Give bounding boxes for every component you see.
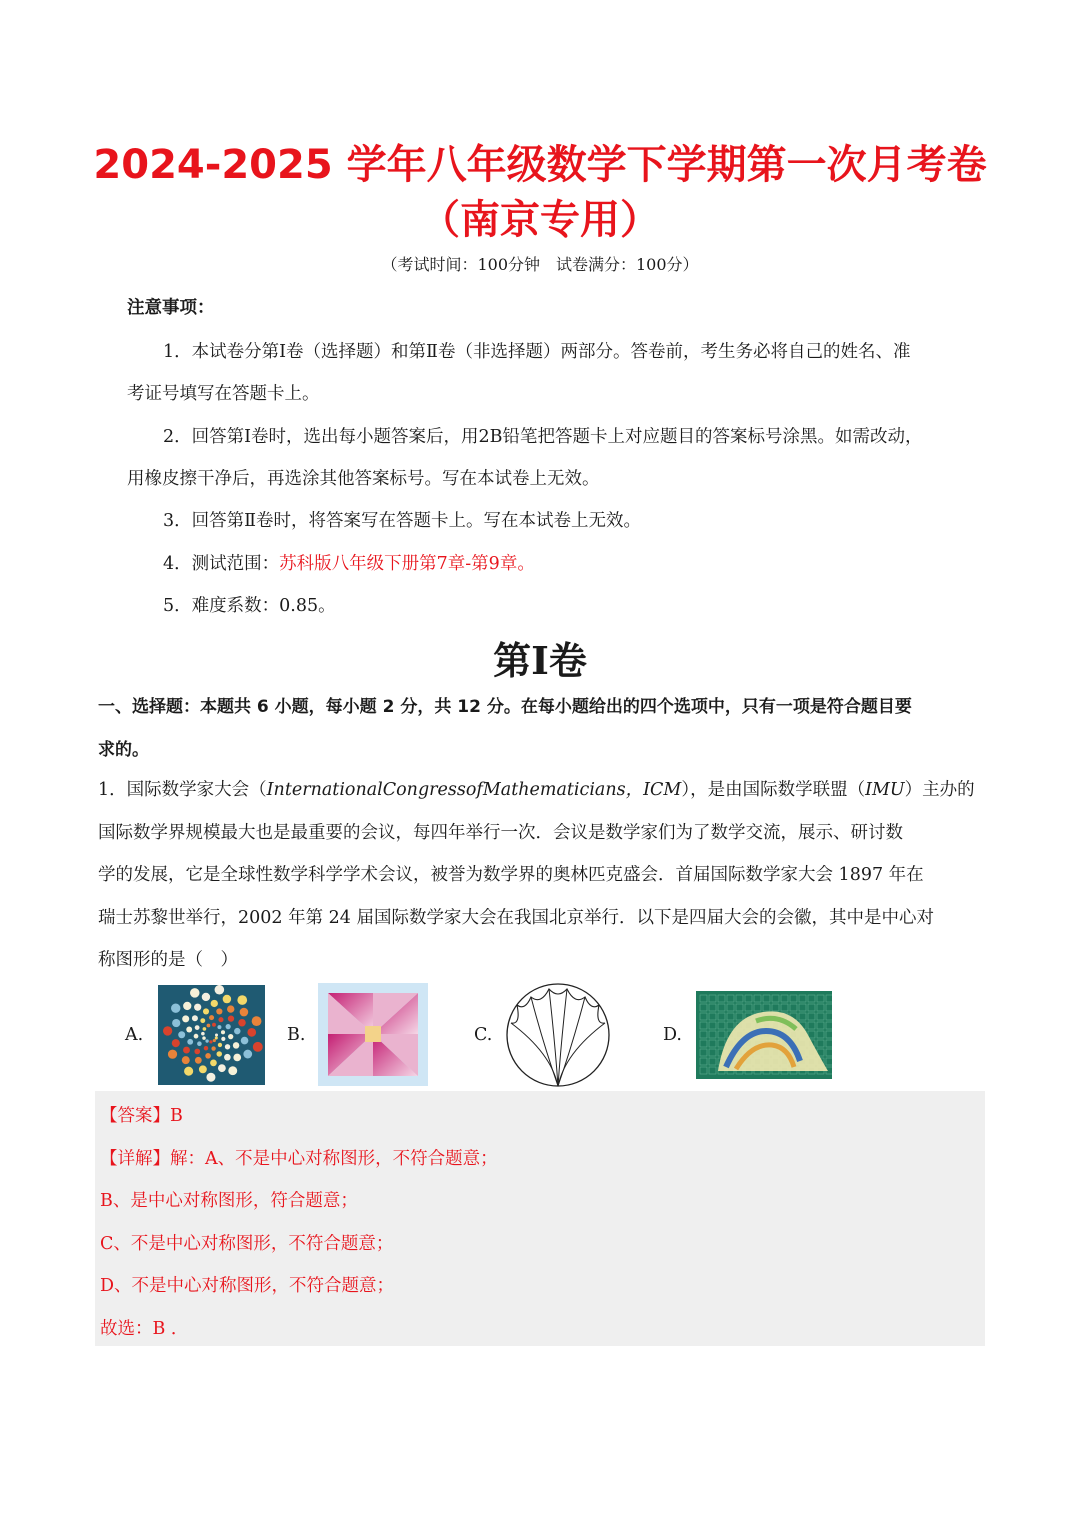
emblem-a-dot	[243, 1050, 252, 1059]
emblem-a-dot	[216, 1051, 222, 1057]
emblem-a-dot	[227, 1005, 234, 1012]
emblem-a-dot	[241, 1037, 249, 1045]
emblem-a-dot	[228, 1066, 237, 1075]
emblem-a-dot	[186, 1027, 192, 1033]
notice-item-4	[163, 550, 535, 575]
notice-item-4-prefix: 4．测试范围：	[163, 554, 280, 574]
emblem-a-dot	[217, 1025, 221, 1029]
emblem-a-dot	[200, 1018, 205, 1023]
emblem-a-dot	[182, 1015, 189, 1022]
exam-info: （考试时间：100分钟 试卷满分：100分）	[381, 255, 699, 274]
emblem-a-dot	[238, 1019, 246, 1027]
option-c-emblem	[503, 983, 613, 1088]
option-b-label: B.	[287, 1025, 306, 1045]
emblem-a-dot	[253, 1042, 263, 1052]
emblem-a-dot	[203, 1008, 209, 1014]
notice-item-3: 3．回答第Ⅱ卷时，将答案写在答题卡上。写在本试卷上无效。	[163, 511, 642, 531]
option-d-label: D.	[663, 1025, 682, 1045]
question-1-line-1	[98, 776, 975, 801]
emblem-a-dot	[211, 1046, 215, 1050]
emblem-a-dot	[218, 1064, 226, 1072]
emblem-a-dot	[252, 1016, 262, 1026]
option-a-emblem	[158, 985, 265, 1085]
notice-item-2a: 2．回答第Ⅰ卷时，选出每小题答案后，用2B铅笔把答题卡上对应题目的答案标号涂黑。如需改动，	[163, 427, 923, 447]
q1-text-b: ），是由国际数学联盟（	[681, 780, 866, 800]
emblem-a-dot	[213, 1039, 216, 1042]
emblem-a-dot	[187, 1039, 193, 1045]
emblem-a-dot	[197, 1041, 202, 1046]
exam-title: 2024-2025 学年八年级数学下学期第一次月考卷	[93, 142, 987, 188]
emblem-a-dot	[194, 1034, 199, 1039]
option-b-emblem	[318, 983, 428, 1086]
emblem-a-dot	[209, 1040, 212, 1043]
emblem-a-dot	[199, 1065, 207, 1073]
emblem-a-dot	[201, 1032, 205, 1036]
emblem-a-dot	[221, 1030, 225, 1034]
emblem-a-dot	[172, 1019, 180, 1027]
section-heading: 一、选择题：本题共 6 小题，每小题 2 分，共 12 分。在每小题给出的四个选项中，只有一项是符合题目要	[98, 697, 912, 717]
emblem-a-dot	[212, 1023, 216, 1027]
emblem-a-dot	[228, 1034, 233, 1039]
notice-item-5: 5．难度系数：0.85。	[163, 596, 336, 616]
emblem-a-dot	[211, 1000, 218, 1007]
explain-c: C、不是中心对称图形，不符合题意；	[100, 1234, 394, 1254]
question-1-line-2: 国际数学界规模最大也是最重要的会议，每四年举行一次．会议是数学家们为了数学交流，展示、研讨数	[98, 823, 903, 843]
emblem-a-dot	[207, 1024, 211, 1028]
emblem-a-dot	[209, 1015, 214, 1020]
emblem-a-dot	[216, 1008, 222, 1014]
answer-line: 【答案】B	[100, 1106, 183, 1126]
volume-title: 第Ⅰ卷	[493, 638, 587, 683]
emblem-a-dot	[183, 1047, 190, 1054]
emblem-a-dot	[210, 1060, 217, 1067]
emblem-a-dot	[202, 993, 210, 1001]
emblem-a-dot	[178, 1031, 185, 1038]
q1-icm-name: InternationalCongressofMathematicians，ICM	[266, 780, 682, 800]
final-choice: 故选：B ．	[100, 1319, 189, 1339]
emblem-a-dot	[226, 1024, 231, 1029]
emblem-a-dot	[195, 1057, 202, 1064]
q1-imu: IMU	[865, 780, 905, 800]
emblem-a-dot	[202, 1036, 206, 1040]
emblem-a-dot	[206, 1073, 215, 1082]
emblem-a-dot	[183, 1002, 191, 1010]
emblem-a-dot	[233, 1042, 240, 1049]
explain-d: D、不是中心对称图形，不符合题意；	[100, 1276, 395, 1296]
emblem-a-dot	[237, 995, 247, 1005]
emblem-a-dot	[223, 995, 232, 1004]
emblem-a-dot	[247, 1028, 256, 1037]
emblem-a-dot	[224, 1054, 231, 1061]
emblem-a-dot	[234, 1028, 240, 1034]
emblem-a-dot	[172, 1039, 180, 1047]
notice-item-2b: 用橡皮擦干净后，再选涂其他答案标号。写在本试卷上无效。	[127, 469, 600, 489]
emblem-a-dot	[190, 988, 200, 998]
emblem-a-dot	[194, 1004, 201, 1011]
explain-b: B、是中心对称图形，符合题意；	[100, 1191, 358, 1211]
emblem-a-dot	[184, 1067, 193, 1076]
q1-text-a: 1．国际数学家大会（	[98, 780, 267, 800]
emblem-a-dot	[163, 1026, 172, 1035]
question-1-line-5: 称图形的是（ ）	[98, 950, 238, 970]
emblem-a-dot	[215, 1034, 218, 1037]
question-1-line-3: 学的发展，它是全球性数学科学学术会议，被誉为数学界的奥林匹克盛会．首届国际数学家大会 1897 年在	[98, 865, 924, 885]
emblem-a-dot	[240, 1008, 249, 1017]
emblem-a-dot	[215, 985, 225, 995]
option-a-label: A.	[125, 1025, 144, 1045]
emblem-a-dot	[205, 1039, 208, 1042]
emblem-a-dot	[203, 1027, 207, 1031]
emblem-a-dot	[182, 1056, 190, 1064]
emblem-a-dot	[218, 1043, 222, 1047]
emblem-a-dot	[168, 1050, 177, 1059]
option-d-emblem	[696, 991, 832, 1079]
detail-line: 【详解】解：A、不是中心对称图形，不符合题意；	[100, 1149, 498, 1169]
emblem-a-dot	[195, 1025, 200, 1030]
exam-region: （南京专用）	[420, 197, 660, 243]
emblem-a-dot	[205, 1053, 211, 1059]
notice-item-1a: 1．本试卷分第Ⅰ卷（选择题）和第Ⅱ卷（非选择题）两部分。答卷前，考生务必将自己的姓名、准	[163, 342, 911, 362]
test-range: 苏科版八年级下册第7章-第9章。	[279, 554, 535, 574]
emblem-a-dot	[192, 1015, 198, 1021]
emblem-a-dot	[225, 1044, 230, 1049]
emblem-a-dot	[228, 1015, 234, 1021]
notice-heading: 注意事项：	[127, 298, 215, 318]
emblem-a-dot	[218, 1017, 223, 1022]
emblem-a-dot	[204, 1046, 209, 1051]
option-c-label: C.	[474, 1025, 493, 1045]
notice-item-1b: 考证号填写在答题卡上。	[127, 384, 320, 404]
question-1-line-4: 瑞士苏黎世举行，2002 年第 24 届国际数学家大会在我国北京举行．以下是四届大会的会徽，其中是中心对	[98, 908, 934, 928]
section-heading-cont: 求的。	[98, 740, 149, 760]
emblem-a-dot	[221, 1037, 225, 1041]
q1-text-c: ）主办的	[904, 780, 975, 800]
emblem-a-dot	[215, 1036, 218, 1039]
emblem-a-dot	[194, 1049, 200, 1055]
answer-panel	[95, 1091, 985, 1346]
emblem-a-dot	[233, 1054, 241, 1062]
emblem-a-dot	[171, 1004, 180, 1013]
